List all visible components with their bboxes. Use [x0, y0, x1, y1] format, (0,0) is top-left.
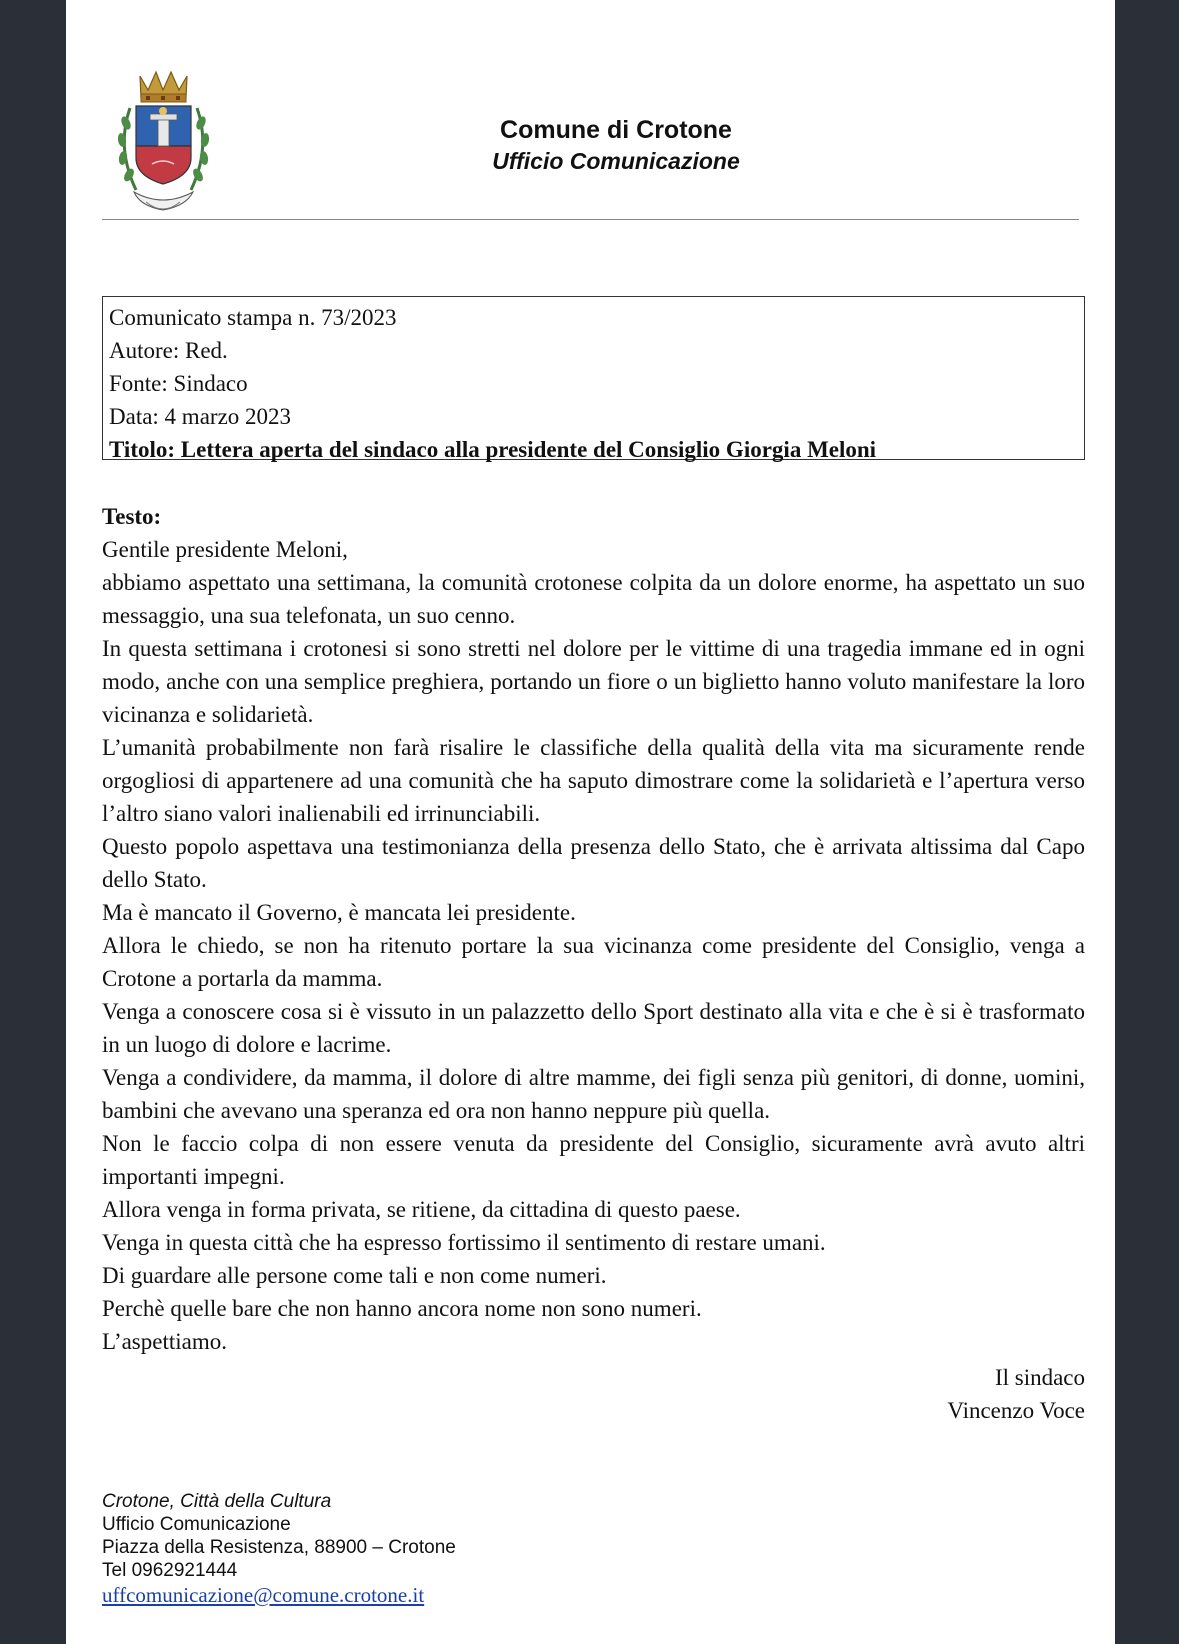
paragraph: Di guardare alle persone come tali e non come numeri. [102, 1263, 607, 1288]
paragraph: Allora venga in forma privata, se ritiene, da cittadina di questo paese. [102, 1197, 741, 1222]
paragraph: In questa settimana i crotonesi si sono stretti nel dolore per le vittime di una tragedia immane ed in ogni modo, anche con una semplice preghiera, portando un fiore o un biglietto hanno voluto manifestare la loro vicinanza e solidarietà. [102, 636, 1085, 727]
paragraph: Gentile presidente Meloni, [102, 537, 348, 562]
paragraph: Perchè quelle bare che non hanno ancora nome non sono numeri. [102, 1296, 702, 1321]
title-line: Titolo: Lettera aperta del sindaco alla presidente del Consiglio Giorgia Meloni [109, 437, 877, 462]
paragraph: Questo popolo aspettava una testimonianza della presenza dello Stato, che è arrivata altissima dal Capo dello Stato. [102, 834, 1085, 892]
org-name: Comune di Crotone [500, 116, 732, 144]
source-line: Fonte: Sindaco [109, 371, 248, 396]
paragraph: Ma è mancato il Governo, è mancata lei presidente. [102, 900, 576, 925]
paragraph: abbiamo aspettato una settimana, la comunità crotonese colpita da un dolore enorme, ha aspettato un suo messaggio, una sua telefonata, un suo cenno. [102, 570, 1085, 628]
author-line: Autore: Red. [109, 338, 228, 363]
document-page [66, 0, 1115, 1644]
paragraph: Venga a conoscere cosa si è vissuto in un palazzetto dello Sport destinato alla vita e che è si è trasformato in un luogo di dolore e lacrime. [102, 999, 1085, 1057]
press-release-number: Comunicato stampa n. 73/2023 [109, 305, 397, 330]
paragraph: Venga in questa città che ha espresso fortissimo il sentimento di restare umani. [102, 1230, 826, 1255]
paragraph: Non le faccio colpa di non essere venuta da presidente del Consiglio, sicuramente avrà avuto altri importanti impegni. [102, 1131, 1085, 1189]
footer-email-link[interactable]: uffcomunicazione@comune.crotone.it [102, 1583, 425, 1607]
signature-role: Il sindaco [994, 1365, 1085, 1390]
paragraph: Allora le chiedo, se non ha ritenuto portare la sua vicinanza come presidente del Consiglio, venga a Crotone a portarla da mamma. [102, 933, 1085, 991]
crotone-coat-of-arms-logo [106, 68, 221, 220]
footer-phone: Tel 0962921444 [102, 1560, 238, 1581]
date-line: Data: 4 marzo 2023 [109, 404, 292, 429]
signature-name: Vincenzo Voce [947, 1398, 1085, 1423]
paragraph: Venga a condividere, da mamma, il dolore di altre mamme, dei figli senza più genitori, di donne, uomini, bambini che avevano una speranza ed ora non hanno neppure più quella. [102, 1065, 1085, 1123]
paragraph: L’aspettiamo. [102, 1329, 227, 1354]
header-divider [102, 219, 1079, 220]
footer-address: Piazza della Resistenza, 88900 – Crotone [102, 1537, 456, 1558]
body-label: Testo: [102, 504, 162, 529]
document-header [446, 114, 786, 176]
paragraph: L’umanità probabilmente non farà risalire le classifiche della qualità della vita ma sicuramente rende orgogliosi di appartenere ad una comunità che ha saputo dimostrare come la solidarietà e l’apertura verso l’altro siano valori inalienabili ed irrinunciabili. [102, 735, 1085, 826]
letter-body [102, 500, 1085, 1358]
footer-office: Ufficio Comunicazione [102, 1514, 291, 1535]
signature-block [947, 1361, 1085, 1427]
footer-contacts [102, 1490, 702, 1608]
footer-city-motto: Crotone, Città della Cultura [102, 1491, 332, 1512]
office-name: Ufficio Comunicazione [492, 148, 740, 174]
press-release-info-box [102, 296, 1085, 460]
